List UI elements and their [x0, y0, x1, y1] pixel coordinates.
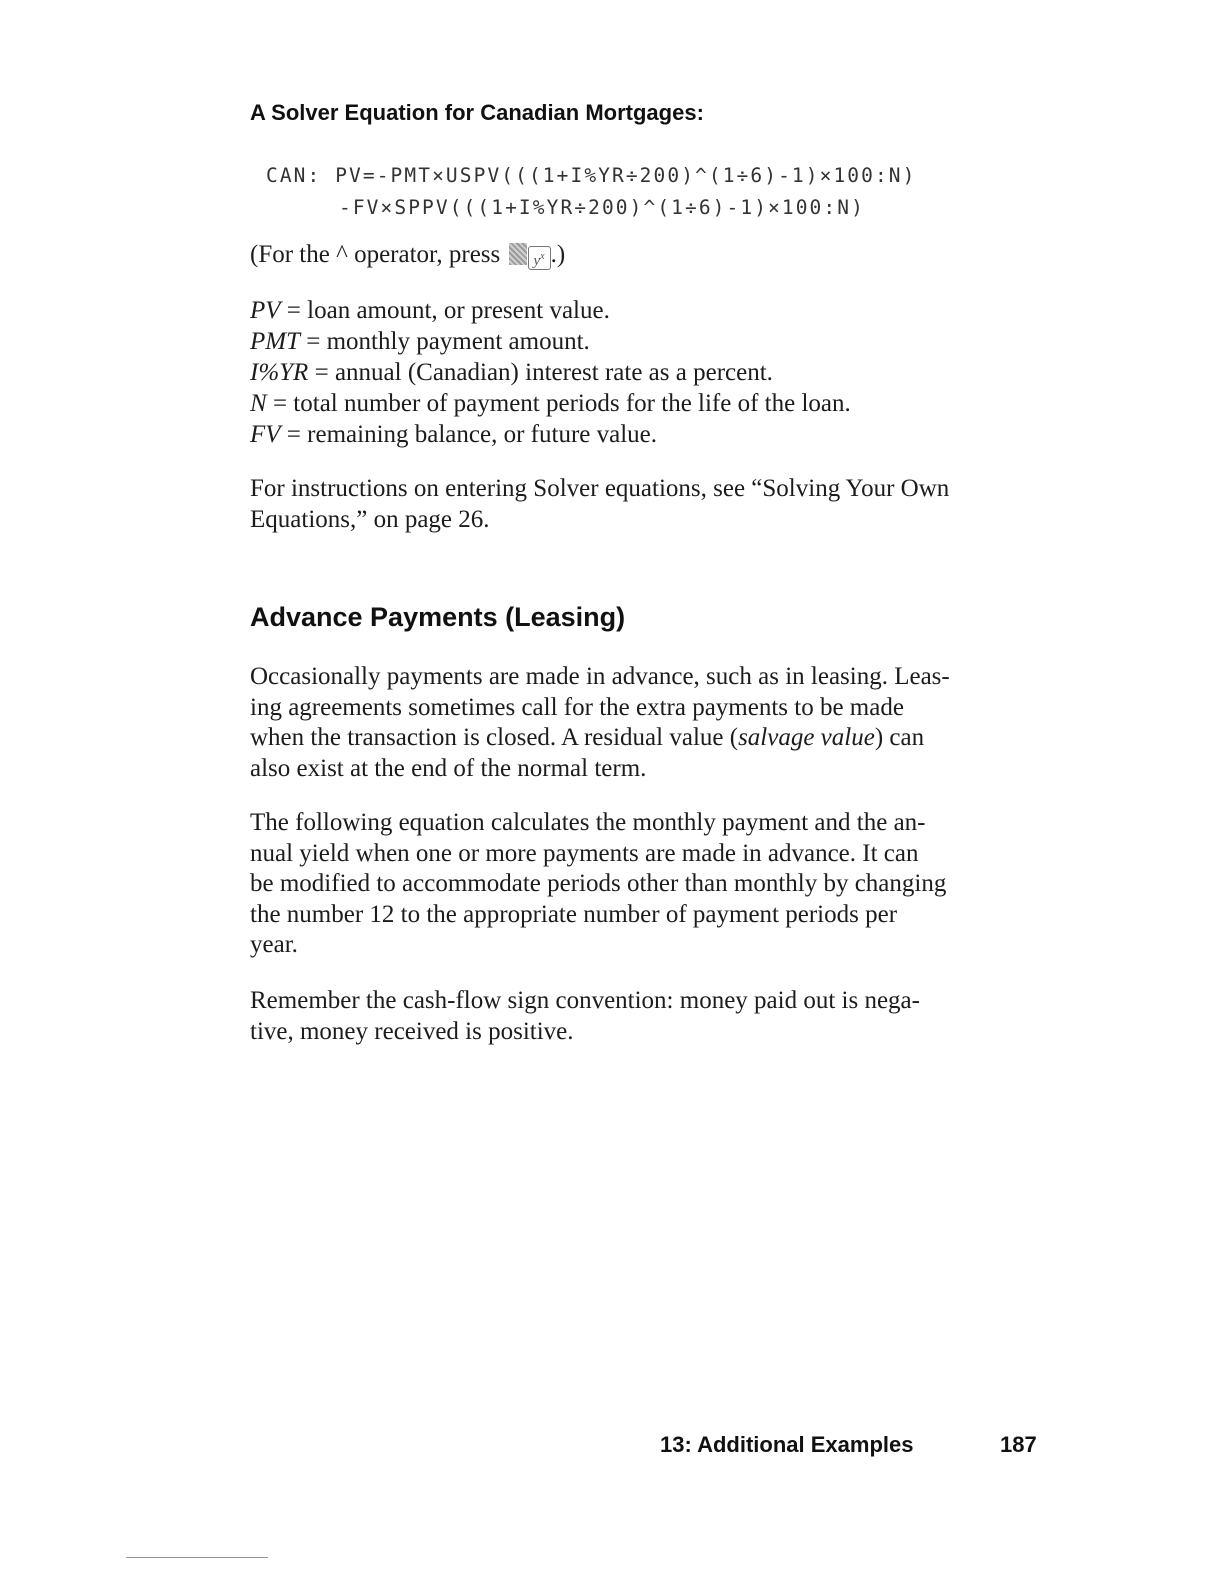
definition-equals: = — [308, 359, 335, 386]
instructions-paragraph — [250, 474, 1050, 535]
operator-note-text: (For the ^ operator, press — [250, 241, 507, 268]
leasing-paragraph — [250, 662, 1050, 784]
paragraph-line: ing agreements sometimes call for the extra payments to be made — [250, 693, 904, 721]
definition-term: FV — [250, 421, 281, 448]
definition-row — [250, 420, 851, 451]
yx-key-sup: x — [540, 251, 545, 262]
definition-row — [250, 389, 851, 420]
paragraph-line — [250, 723, 1050, 754]
paragraph-line: be modified to accommodate periods other than monthly by changing — [250, 870, 947, 897]
definition-equals: = — [300, 328, 327, 355]
paragraph-line: Equations,” on page 26. — [250, 505, 490, 533]
definition-equals: = — [266, 390, 294, 417]
paragraph-line: also exist at the end of the normal term. — [250, 754, 647, 782]
solver-equation — [266, 160, 916, 224]
definition-row — [250, 296, 851, 327]
paragraph-line: Remember the cash-flow sign convention: money paid out is nega- — [250, 987, 920, 1014]
operator-note-end: .) — [550, 241, 566, 268]
bottom-divider — [126, 1557, 268, 1558]
equation-line-1: CAN: PV=-PMT×USPV(((1+I%YR÷200)^(1÷6)-1)×100:N) — [266, 164, 917, 187]
paragraph-line: For instructions on entering Solver equations, see “Solving Your Own — [250, 475, 950, 502]
paragraph-text: when the transaction is closed. A residual value ( — [250, 724, 739, 751]
equation-description-paragraph — [250, 808, 1050, 961]
paragraph-line: year. — [250, 931, 298, 958]
paragraph-text: ) can — [874, 724, 925, 751]
section-heading: Advance Payments (Leasing) — [250, 602, 626, 632]
definition-desc: monthly payment amount. — [326, 328, 590, 355]
paragraph-line: nual yield when one or more payments are made in advance. It can — [250, 839, 919, 867]
definition-term: I%YR — [250, 359, 309, 386]
operator-note — [250, 240, 565, 271]
definition-row — [250, 327, 851, 358]
definition-equals: = — [280, 421, 308, 448]
paragraph-line: the number 12 to the appropriate number of payment periods per — [250, 900, 898, 928]
definition-equals: = — [280, 297, 308, 324]
yx-key-label: y — [533, 253, 541, 269]
definition-desc: annual (Canadian) interest rate as a percent. — [334, 359, 773, 386]
paragraph-line: tive, money received is positive. — [250, 1017, 574, 1045]
definition-row — [250, 358, 851, 389]
shift-key-icon — [509, 243, 527, 265]
sign-convention-paragraph — [250, 986, 1050, 1047]
footer-page-number: 187 — [1000, 1432, 1037, 1457]
equation-line-2: -FV×SPPV(((1+I%YR÷200)^(1÷6)-1)×100:N) — [339, 196, 865, 219]
footer-chapter-title: 13: Additional Examples — [660, 1432, 914, 1457]
salvage-value-term: salvage value — [738, 724, 875, 751]
definition-desc: loan amount, or present value. — [307, 297, 610, 324]
subheading: A Solver Equation for Canadian Mortgages: — [250, 100, 704, 125]
definition-term: PV — [250, 297, 281, 324]
paragraph-line: The following equation calculates the monthly payment and the an- — [250, 809, 926, 836]
definition-term: PMT — [250, 328, 300, 355]
definition-desc: remaining balance, or future value. — [307, 421, 657, 448]
paragraph-line: Occasionally payments are made in advance, such as in leasing. Leas- — [250, 663, 950, 690]
yx-key-icon — [528, 246, 551, 270]
definition-term: N — [250, 390, 267, 417]
definition-desc: total number of payment periods for the life of the loan. — [293, 390, 851, 417]
variable-definitions — [250, 296, 851, 451]
